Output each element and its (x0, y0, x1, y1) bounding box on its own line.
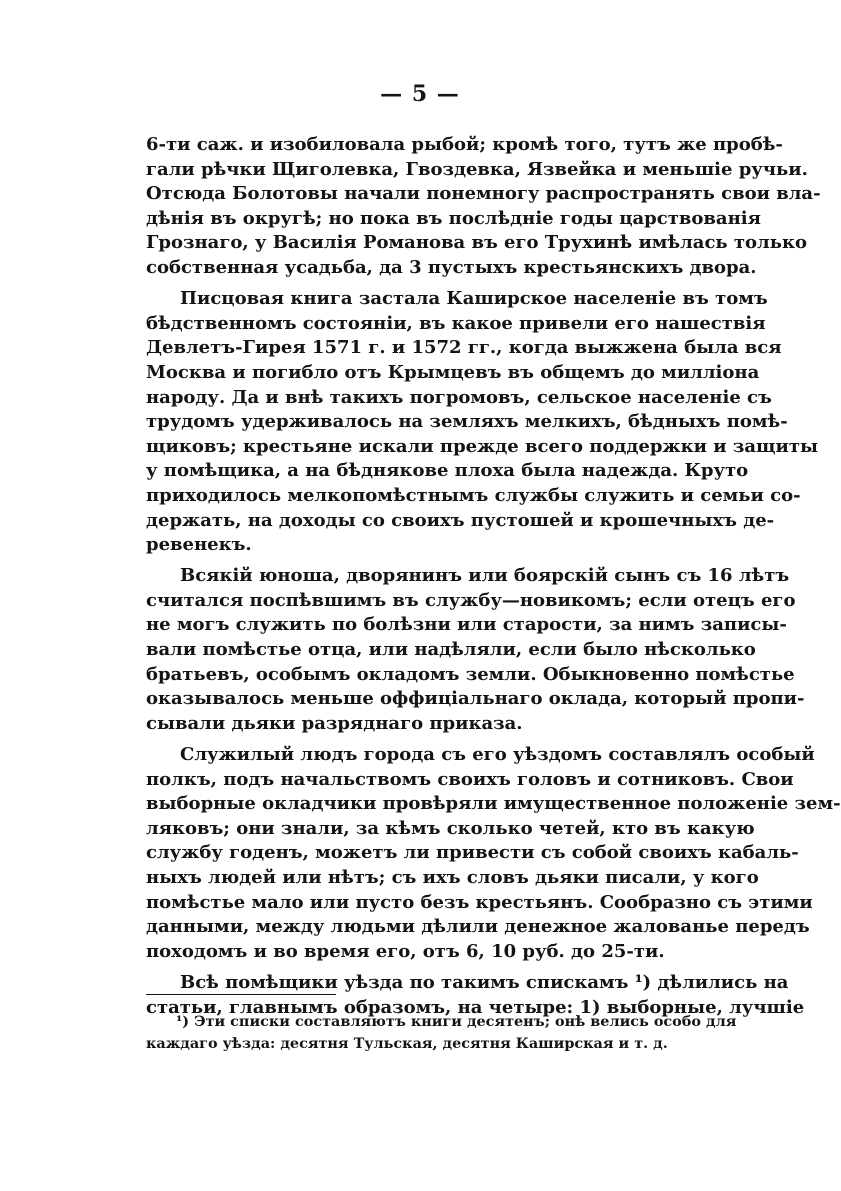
paragraph-first-line: Всѣ помѣщики уѣзда по такимъ спискамъ ¹) дѣлились на (180, 971, 789, 993)
text-line: у помѣщика, а на бѣднякове плоха была надежда. Круто (146, 460, 749, 482)
text-line: считался поспѣвшимъ въ службу—новикомъ; если отецъ его (146, 589, 796, 611)
paragraph-first-line: Служилый людъ города съ его уѣздомъ составлялъ особый (180, 744, 815, 766)
text-line: сывали дьяки разряднаго приказа. (146, 712, 523, 734)
text-line: помѣстье мало или пусто безъ крестьянъ. Сообразно съ этими (146, 891, 813, 913)
text-line: данными, между людьми дѣлили денежное жалованье передъ (146, 916, 810, 938)
text-line: Отсюда Болотовы начали понемногу распространять свои вла- (146, 183, 821, 205)
footnote-line: каждаго уѣзда: десятня Тульская, десятня Каширская и т. д. (146, 1034, 668, 1052)
text-line: ныхъ людей или нѣтъ; съ ихъ словъ дьяки писали, у кого (146, 867, 759, 888)
text-line: собственная усадьба, да 3 пустыхъ крестьянскихъ двора. (146, 256, 757, 278)
text-line: статьи, главнымъ образомъ, на четыре: 1) выборные, лучшіе (146, 996, 805, 1018)
text-line: Москва и погибло отъ Крымцевъ въ общемъ до милліона (146, 361, 760, 383)
text-line: Грознаго, у Василія Романова въ его Трухинѣ имѣлась только (146, 232, 807, 254)
text-line: ляковъ; они знали, за кѣмъ сколько четей, кто въ какую (146, 817, 755, 839)
text-line: не могъ служить по болѣзни или старости, за нимъ записы- (146, 614, 787, 636)
footnote-divider (146, 994, 336, 995)
text-line: выборные окладчики провѣряли имущественное положеніе зем- (146, 793, 841, 815)
page-number: — 5 — (380, 81, 460, 107)
body-text (146, 133, 841, 1020)
text-line: вали помѣстье отца, или надѣляли, если было нѣсколько (146, 639, 756, 661)
text-line: дѣнія въ округѣ; но пока въ послѣдніе годы царствованія (146, 207, 761, 229)
text-line: щиковъ; крестьяне искали прежде всего поддержки и защиты (146, 435, 819, 457)
text-line: 6-ти саж. и изобиловала рыбой; кромѣ того, тутъ же пробѣ- (146, 134, 783, 155)
text-line: трудомъ удерживалось на земляхъ мелкихъ, бѣдныхъ помѣ- (146, 411, 788, 433)
footnote-line: ¹) Эти списки составляютъ книги десятенъ; онѣ велись особо для (176, 1013, 737, 1030)
text-line: народу. Да и внѣ такихъ погромовъ, сельское населеніе съ (146, 386, 772, 408)
paragraph-first-line: Всякій юноша, дворянинъ или боярскій сынъ съ 16 лѣтъ (180, 565, 790, 587)
text-line: полкъ, подъ начальствомъ своихъ головъ и сотниковъ. Свои (146, 768, 794, 790)
text-line: держать, на доходы со своихъ пустошей и крошечныхъ де- (146, 509, 775, 531)
text-line: гали рѣчки Щиголевка, Гвоздевка, Язвейка и меньшіе ручьи. (146, 158, 808, 180)
text-line: братьевъ, особымъ окладомъ земли. Обыкновенно помѣстье (146, 663, 795, 685)
text-line: приходилось мелкопомѣстнымъ службы служить и семьи со- (146, 484, 801, 506)
footnote-block (146, 1011, 737, 1054)
paragraph-first-line: Писцовая книга застала Каширское населеніе въ томъ (180, 288, 768, 310)
text-line: бѣдственномъ состояніи, въ какое привели его нашествія (146, 312, 766, 334)
text-line: Девлетъ-Гирея 1571 г. и 1572 гг., когда выжжена была вся (146, 337, 782, 359)
text-line: походомъ и во время его, отъ 6, 10 руб. до 25-ти. (146, 940, 665, 962)
text-line: ревенекъ. (146, 534, 252, 556)
text-line: оказывалось меньше оффиціальнаго оклада, который пропи- (146, 688, 805, 710)
text-line: службу годенъ, можетъ ли привести съ собой своихъ кабаль- (146, 842, 799, 864)
